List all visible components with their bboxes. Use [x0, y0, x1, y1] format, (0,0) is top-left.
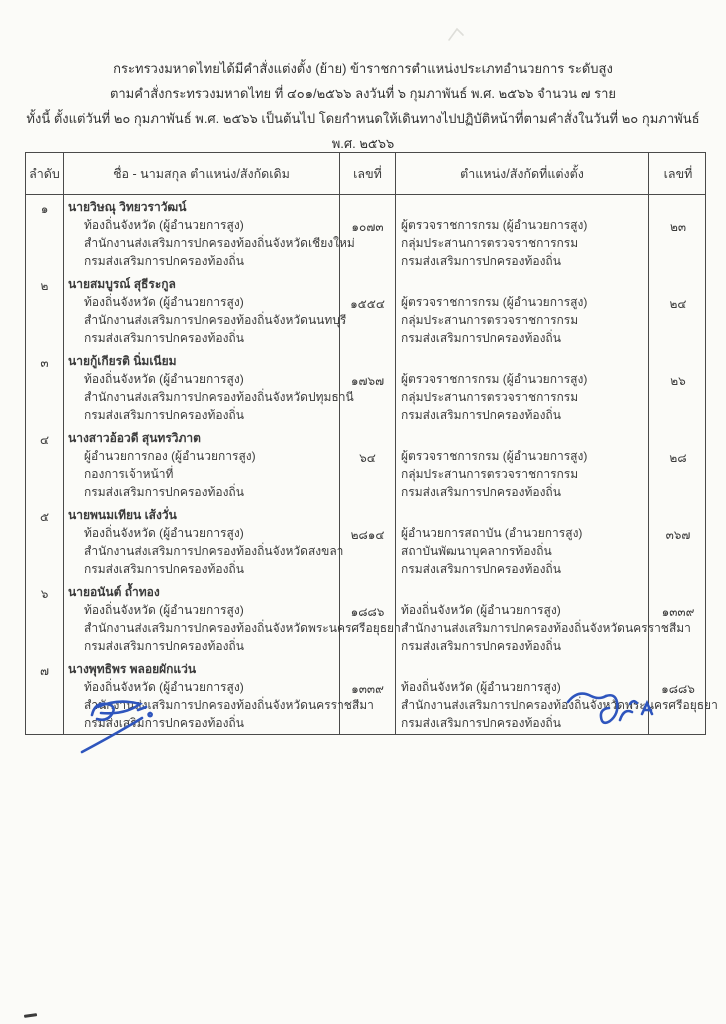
row-index: ๓ — [40, 356, 49, 370]
header-line-3: ทั้งนี้ ตั้งแต่วันที่ ๒๐ กุมภาพันธ์ พ.ศ. ๒๕๖๖ เป็นต้นไป โดยกำหนดให้เดินทางไปปฏิบัติหน้าที่ตามคำสั่งในวันที่ ๒๐ กุมภาพันธ์ พ.ศ. ๒๕๖๖ — [26, 111, 700, 151]
appointed-position-number: ๓๖๗ — [665, 528, 691, 542]
origin-number-cell — [340, 195, 396, 272]
origin-department: กรมส่งเสริมการปกครองท้องถิ่น — [84, 408, 244, 422]
origin-number-cell — [340, 349, 396, 426]
origin-position-number: ๑๐๗๓ — [351, 220, 384, 234]
appointed-department: กรมส่งเสริมการปกครองท้องถิ่น — [401, 562, 561, 576]
origin-office: สำนักงานส่งเสริมการปกครองท้องถิ่นจังหวัดปทุมธานี — [84, 390, 354, 404]
row-index-cell — [26, 580, 64, 657]
table-row — [26, 272, 705, 349]
table-body — [26, 195, 718, 734]
appointed-position-number: ๒๔ — [669, 297, 687, 311]
origin-department: กรมส่งเสริมการปกครองท้องถิ่น — [84, 254, 244, 268]
appointed-number-cell — [649, 657, 707, 734]
appointment-cell — [396, 349, 649, 426]
person-name: นายวิษณุ วิทยวราวัฒน์ — [68, 200, 187, 214]
appointed-office: กลุ่มประสานการตรวจราชการกรม — [401, 390, 579, 404]
origin-number-cell — [340, 580, 396, 657]
appointed-position-number: ๒๓ — [669, 220, 687, 234]
origin-position-number: ๑๗๖๗ — [350, 374, 385, 388]
person-name: นายอนันต์ ถ้ำทอง — [68, 585, 160, 599]
origin-cell — [64, 426, 340, 503]
table-row — [26, 503, 705, 580]
origin-position: ท้องถิ่นจังหวัด (ผู้อำนวยการสูง) — [84, 526, 244, 540]
origin-position: ท้องถิ่นจังหวัด (ผู้อำนวยการสูง) — [84, 218, 244, 232]
appointed-position: ผู้ตรวจราชการกรม (ผู้อำนวยการสูง) — [401, 372, 588, 386]
person-name: นางสาวอ้อวดี สุนทรวิภาต — [68, 431, 201, 445]
appointed-position-number: ๑๓๓๙ — [661, 605, 695, 619]
document-header — [24, 56, 702, 156]
row-index: ๔ — [39, 433, 50, 447]
appointed-number-cell — [649, 272, 707, 349]
table-row — [26, 580, 705, 657]
appointed-department: กรมส่งเสริมการปกครองท้องถิ่น — [401, 485, 561, 499]
column-header-origin-number: เลขที่ — [340, 153, 396, 194]
origin-position: ผู้อำนวยการกอง (ผู้อำนวยการสูง) — [84, 449, 256, 463]
appointed-department: กรมส่งเสริมการปกครองท้องถิ่น — [401, 639, 561, 653]
appointed-position: ผู้ตรวจราชการกรม (ผู้อำนวยการสูง) — [401, 295, 588, 309]
appointed-number-cell — [649, 349, 707, 426]
row-index: ๒ — [40, 279, 49, 293]
appointed-office: สำนักงานส่งเสริมการปกครองท้องถิ่นจังหวัดนครราชสีมา — [401, 621, 691, 635]
column-header-name-origin: ชื่อ - นามสกุล ตำแหน่ง/สังกัดเดิม — [64, 153, 340, 194]
table-header-row — [26, 153, 705, 195]
origin-office: สำนักงานส่งเสริมการปกครองท้องถิ่นจังหวัดพระนครศรีอยุธยา — [84, 621, 401, 635]
header-line-1: กระทรวงมหาดไทยได้มีคำสั่งแต่งตั้ง (ย้าย) ข้าราชการตำแหน่งประเภทอำนวยการ ระดับสูง — [113, 61, 613, 76]
origin-department: กรมส่งเสริมการปกครองท้องถิ่น — [84, 331, 244, 345]
appointed-office: สถาบันพัฒนาบุคลากรท้องถิ่น — [401, 544, 552, 558]
row-index-cell — [26, 657, 64, 734]
origin-position: ท้องถิ่นจังหวัด (ผู้อำนวยการสูง) — [84, 295, 244, 309]
appointed-position: ท้องถิ่นจังหวัด (ผู้อำนวยการสูง) — [401, 680, 561, 694]
appointed-department: กรมส่งเสริมการปกครองท้องถิ่น — [401, 254, 561, 268]
column-header-appointed-number: เลขที่ — [663, 166, 693, 181]
appointed-number-cell — [649, 503, 707, 580]
column-header-appointed-position: ตำแหน่ง/สังกัดที่แต่งตั้ง — [396, 153, 649, 194]
row-index: ๑ — [40, 202, 49, 216]
origin-position: ท้องถิ่นจังหวัด (ผู้อำนวยการสูง) — [84, 372, 244, 386]
origin-position-number: ๑๕๕๔ — [350, 297, 385, 311]
origin-office: สำนักงานส่งเสริมการปกครองท้องถิ่นจังหวัดนครราชสีมา — [84, 698, 374, 712]
row-index: ๗ — [39, 664, 50, 678]
origin-cell — [64, 349, 354, 426]
appointed-position-number: ๒๖ — [670, 374, 686, 388]
origin-number-cell — [340, 503, 396, 580]
appointment-table — [25, 152, 718, 735]
origin-department: กรมส่งเสริมการปกครองท้องถิ่น — [84, 485, 244, 499]
appointment-cell — [396, 503, 649, 580]
appointed-position-number: ๑๘๘๖ — [661, 682, 695, 696]
person-name: นางพุทธิพร พลอยผักแว่น — [68, 662, 197, 676]
appointed-position: ท้องถิ่นจังหวัด (ผู้อำนวยการสูง) — [401, 603, 561, 617]
appointed-number-cell — [649, 195, 707, 272]
appointment-cell — [396, 195, 649, 272]
row-index-cell — [26, 349, 64, 426]
person-name: นายพนมเทียน เส้งวั่น — [68, 508, 177, 522]
person-name: นายสมบูรณ์ สุธีระกูล — [68, 277, 176, 291]
origin-position-number: ๖๔ — [359, 451, 376, 465]
table-row — [26, 349, 705, 426]
appointment-cell — [396, 272, 649, 349]
row-index-cell — [26, 195, 64, 272]
row-index-cell — [26, 503, 64, 580]
header-line-2: ตามคำสั่งกระทรวงมหาดไทย ที่ ๔๐๑/๒๕๖๖ ลงวันที่ ๖ กุมภาพันธ์ พ.ศ. ๒๕๖๖ จำนวน ๗ ราย — [109, 86, 617, 101]
origin-position-number: ๒๘๑๔ — [350, 528, 385, 542]
origin-cell — [64, 195, 355, 272]
table-row — [26, 195, 705, 272]
column-header-index: ลำดับ — [26, 153, 64, 194]
origin-office: กองการเจ้าหน้าที่ — [84, 467, 174, 481]
appointed-position: ผู้ตรวจราชการกรม (ผู้อำนวยการสูง) — [401, 218, 588, 232]
origin-department: กรมส่งเสริมการปกครองท้องถิ่น — [84, 639, 244, 653]
origin-position-number: ๑๘๘๖ — [350, 605, 385, 619]
appointed-office: กลุ่มประสานการตรวจราชการกรม — [401, 467, 579, 481]
appointed-department: กรมส่งเสริมการปกครองท้องถิ่น — [401, 408, 561, 422]
origin-cell — [64, 503, 344, 580]
scan-corner-artifact — [24, 1013, 37, 1017]
table-row — [26, 657, 718, 734]
origin-number-cell — [340, 426, 396, 503]
appointed-office: สำนักงานส่งเสริมการปกครองท้องถิ่นจังหวัดพระนครศรีอยุธยา — [401, 698, 718, 712]
table-row — [26, 426, 705, 503]
origin-cell — [64, 272, 347, 349]
appointed-number-cell — [649, 580, 707, 657]
row-index: ๖ — [40, 587, 49, 601]
appointment-cell — [396, 426, 649, 503]
person-name: นายกู้เกียรติ นิ่มเนียม — [68, 354, 177, 368]
appointed-office: กลุ่มประสานการตรวจราชการกรม — [401, 313, 579, 327]
origin-position: ท้องถิ่นจังหวัด (ผู้อำนวยการสูง) — [84, 680, 244, 694]
row-index: ๕ — [39, 510, 50, 524]
appointed-position: ผู้ตรวจราชการกรม (ผู้อำนวยการสูง) — [401, 449, 588, 463]
origin-position: ท้องถิ่นจังหวัด (ผู้อำนวยการสูง) — [84, 603, 244, 617]
appointed-office: กลุ่มประสานการตรวจราชการกรม — [401, 236, 579, 250]
appointed-position: ผู้อำนวยการสถาบัน (อำนวยการสูง) — [401, 526, 583, 540]
appointed-number-cell — [649, 426, 707, 503]
origin-office: สำนักงานส่งเสริมการปกครองท้องถิ่นจังหวัดสงขลา — [84, 544, 344, 558]
origin-department: กรมส่งเสริมการปกครองท้องถิ่น — [84, 562, 244, 576]
row-index-cell — [26, 272, 64, 349]
origin-office: สำนักงานส่งเสริมการปกครองท้องถิ่นจังหวัดนนทบุรี — [84, 313, 347, 327]
appointed-department: กรมส่งเสริมการปกครองท้องถิ่น — [401, 716, 561, 730]
origin-position-number: ๑๓๓๙ — [351, 682, 384, 696]
origin-number-cell — [340, 272, 396, 349]
origin-number-cell — [340, 657, 396, 734]
pencil-mark-artifact — [447, 27, 467, 43]
origin-department: กรมส่งเสริมการปกครองท้องถิ่น — [84, 716, 244, 730]
appointed-department: กรมส่งเสริมการปกครองท้องถิ่น — [401, 331, 561, 345]
origin-office: สำนักงานส่งเสริมการปกครองท้องถิ่นจังหวัดเชียงใหม่ — [84, 236, 355, 250]
row-index-cell — [26, 426, 64, 503]
appointed-position-number: ๒๘ — [669, 451, 687, 465]
